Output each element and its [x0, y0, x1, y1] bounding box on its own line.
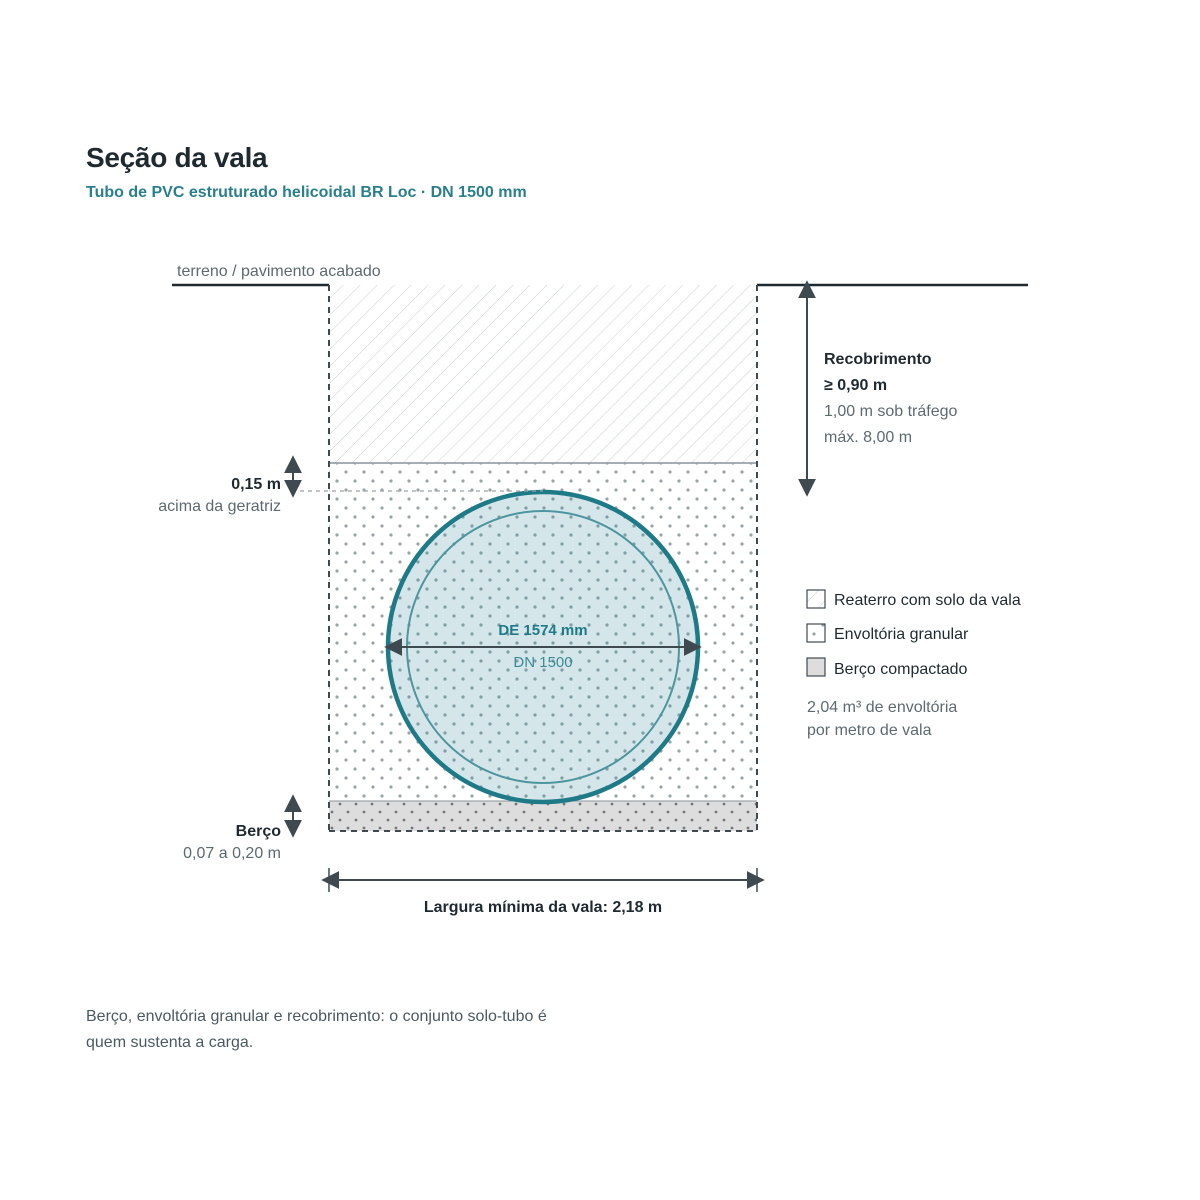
legend-swatch-granular	[807, 624, 825, 642]
cover-max: máx. 8,00 m	[824, 429, 913, 446]
backfill-zone	[329, 285, 757, 463]
envelope-above-note: acima da geratriz	[158, 498, 281, 515]
cover-min: ≥ 0,90 m	[824, 377, 888, 394]
bedding-title: Berço	[235, 823, 281, 840]
page-title: Seção da vala	[86, 142, 268, 173]
footer-note	[86, 1004, 626, 1056]
pipe-de-label: DE 1574 mm	[498, 622, 588, 639]
page-subtitle: Tubo de PVC estruturado helicoidal BR Loc · DN 1500 mm	[86, 184, 527, 201]
trench-width-label: Largura mínima da vala: 2,18 m	[423, 899, 663, 916]
legend-swatch-bedding	[807, 658, 825, 676]
legend-label-granular: Envoltória granular	[834, 626, 969, 643]
legend-label-bedding: Berço compactado	[834, 661, 968, 678]
cover-title: Recobrimento	[824, 351, 932, 368]
legend	[807, 590, 1021, 739]
legend-volume-line2: por metro de vala	[807, 722, 932, 739]
legend-swatch-backfill	[807, 590, 825, 608]
envelope-above-value: 0,15 m	[231, 476, 281, 493]
legend-label-backfill: Reaterro com solo da vala	[834, 592, 1021, 609]
bedding-range: 0,07 a 0,20 m	[183, 845, 281, 862]
ground-label: terreno / pavimento acabado	[177, 263, 381, 280]
footer-line-1: Berço, envoltória granular e recobrimento: o conjunto solo-tubo é	[86, 1008, 547, 1025]
pipe-dn-label: DN 1500	[513, 654, 573, 671]
bedding-zone	[329, 801, 757, 831]
cover-traffic: 1,00 m sob tráfego	[824, 403, 958, 420]
legend-volume-line1: 2,04 m³ de envoltória	[807, 699, 958, 716]
footer-line-2: quem sustenta a carga.	[86, 1034, 254, 1051]
